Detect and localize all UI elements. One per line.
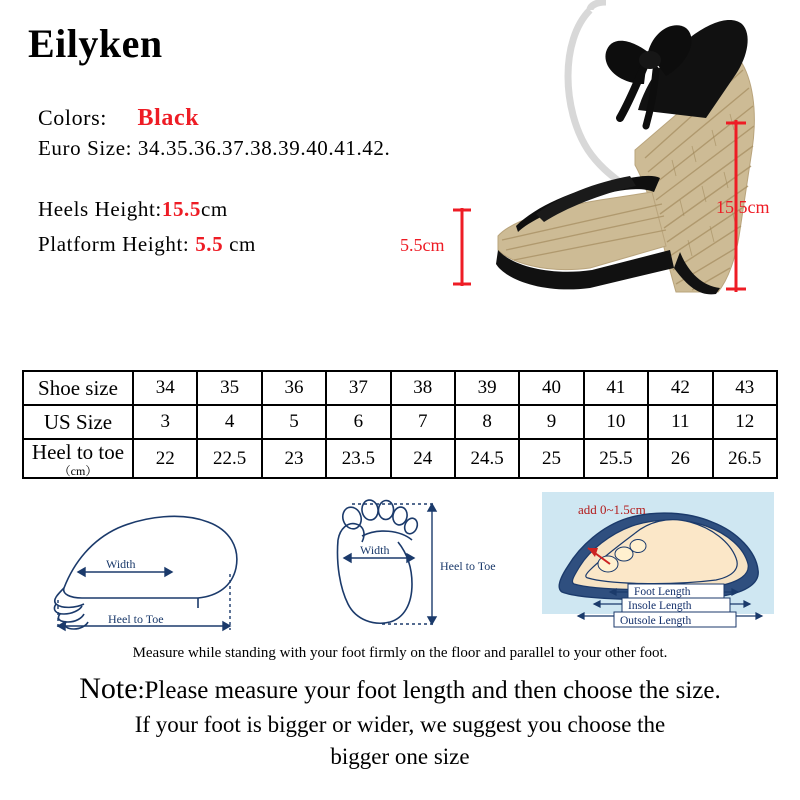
note-line-1-text: :Please measure your foot length and then choose the size.: [137, 677, 721, 704]
cell: 22: [133, 439, 197, 478]
top-foot-heel-to-toe-label: Heel to Toe: [440, 559, 496, 573]
cell: 40: [519, 371, 583, 405]
table-row: [23, 405, 777, 439]
cell: 34: [133, 371, 197, 405]
heels-height-value: 15.5: [161, 197, 202, 221]
table-row: [23, 439, 777, 478]
side-foot-heel-to-toe-label: Heel to Toe: [108, 612, 164, 626]
cell: 25.5: [584, 439, 648, 478]
wedge-sandal-illustration: [440, 0, 800, 330]
row-header-heel-to-toe: Heel to toe （cm）: [23, 439, 133, 478]
outsole-length-label: Outsole Length: [620, 615, 692, 627]
platform-height-dimension-line: [453, 208, 471, 286]
note-block: [0, 672, 800, 770]
spec-heels-height: [38, 197, 478, 222]
platform-height-value: 5.5: [195, 232, 224, 256]
cell: 3: [133, 405, 197, 439]
note-line-3: bigger one size: [330, 744, 470, 769]
platform-height-unit: cm: [229, 232, 256, 256]
colors-label: Colors:: [38, 105, 107, 130]
heels-height-label: Heels Height:: [38, 197, 162, 221]
cell: 23.5: [326, 439, 390, 478]
cell: 26: [648, 439, 712, 478]
side-foot-width-label: Width: [106, 557, 136, 571]
measure-instruction-caption: Measure while standing with your foot firmly on the floor and parallel to your other foot.: [132, 645, 668, 661]
cell: 8: [455, 405, 519, 439]
foot-length-label: Foot Length: [634, 586, 691, 598]
top-foot-width-label: Width: [360, 543, 390, 557]
product-photo: [440, 0, 800, 330]
platform-height-label: Platform Height:: [38, 232, 190, 256]
add-length-label: add 0~1.5cm: [578, 502, 646, 517]
spec-euro-size: Euro Size: 34.35.36.37.38.39.40.41.42.: [38, 136, 391, 160]
cell: 23: [262, 439, 326, 478]
spec-spacer: [38, 171, 478, 197]
note-line-1: [0, 672, 800, 706]
cell: 37: [326, 371, 390, 405]
note-line-2: If your foot is bigger or wider, we suggest you choose the: [134, 712, 666, 737]
cell: 36: [262, 371, 326, 405]
table-row: [23, 371, 777, 405]
cell: 5: [262, 405, 326, 439]
cell: 39: [455, 371, 519, 405]
cell: 22.5: [197, 439, 261, 478]
spec-colors: [38, 105, 478, 132]
note-word: Note: [79, 672, 138, 705]
cell: 24: [391, 439, 455, 478]
cell: 6: [326, 405, 390, 439]
cell: 26.5: [713, 439, 777, 478]
insole-length-label: Insole Length: [628, 600, 692, 612]
brand-title: Eilyken: [28, 21, 163, 66]
platform-height-dimension-label: 5.5cm: [400, 235, 445, 255]
row-header-us-size: US Size: [23, 405, 133, 439]
heel-height-dimension-label: 15.5cm: [716, 197, 770, 217]
cell: 10: [584, 405, 648, 439]
cell: 25: [519, 439, 583, 478]
cell: 11: [648, 405, 712, 439]
row-header-shoe-size: Shoe size: [23, 371, 133, 405]
colors-value: Black: [137, 105, 200, 131]
cell: 24.5: [455, 439, 519, 478]
measurement-diagrams: [22, 488, 778, 638]
cell: 4: [197, 405, 261, 439]
cell: 7: [391, 405, 455, 439]
cell: 42: [648, 371, 712, 405]
cell: 9: [519, 405, 583, 439]
cell: 12: [713, 405, 777, 439]
cell: 38: [391, 371, 455, 405]
heels-height-unit: cm: [201, 197, 228, 221]
size-chart-table: [22, 370, 778, 479]
cell: 41: [584, 371, 648, 405]
shoe-cross-section-diagram: [542, 492, 774, 627]
cell: 43: [713, 371, 777, 405]
cell: 35: [197, 371, 261, 405]
